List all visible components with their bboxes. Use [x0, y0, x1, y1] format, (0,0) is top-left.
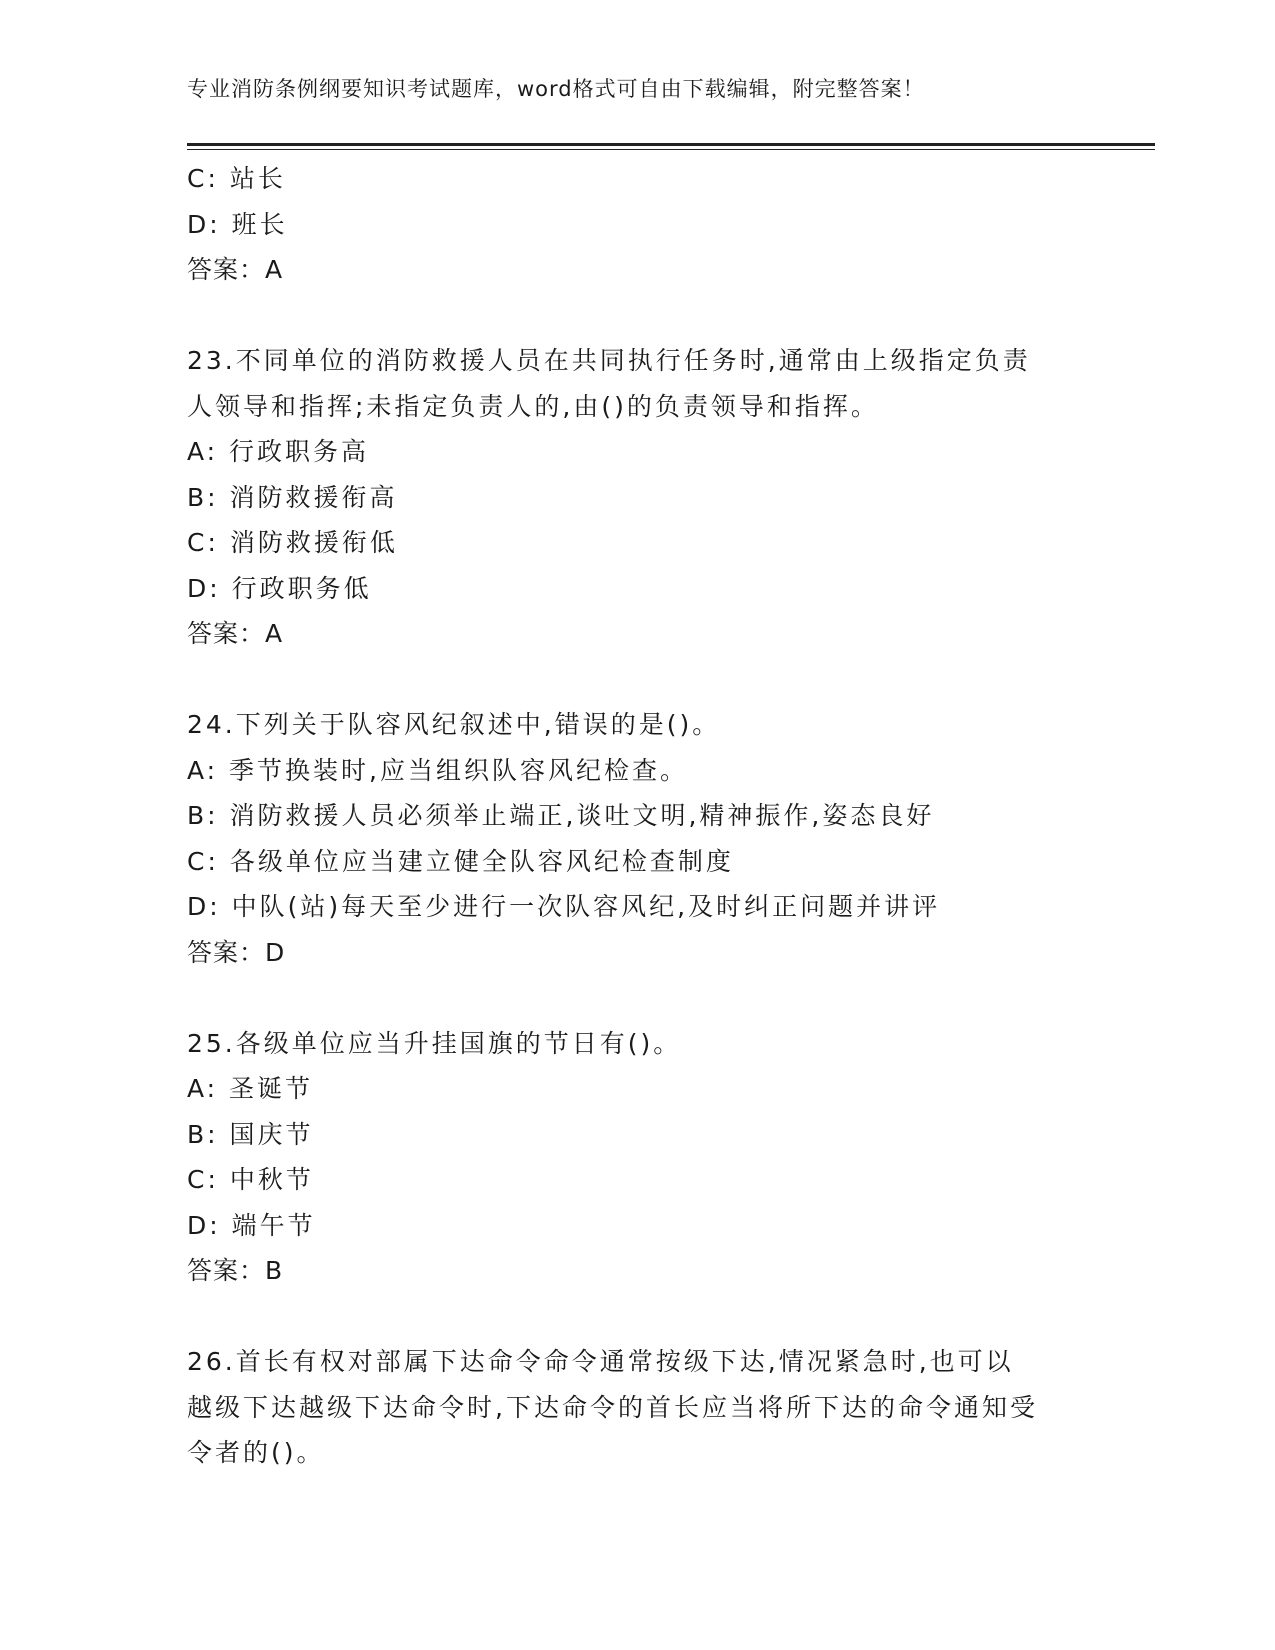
- option-a: A: 圣诞节: [187, 1074, 314, 1103]
- option-d: D: 端午节: [187, 1210, 316, 1240]
- answer: 答案：D: [187, 937, 286, 967]
- question-text: 令者的()。: [187, 1438, 325, 1467]
- header-rule-thick: [187, 143, 1155, 146]
- option-c: C: 中秋节: [187, 1165, 314, 1194]
- question-text: 人领导和指挥;未指定负责人的,由()的负责领导和指挥。: [187, 391, 879, 421]
- option-c: C: 站长: [187, 164, 286, 193]
- option-c: C: 消防救援衔低: [187, 528, 398, 557]
- option-d: D: 班长: [187, 209, 288, 239]
- question-text: 25.各级单位应当升挂国旗的节日有()。: [187, 1028, 682, 1058]
- answer: 答案：B: [187, 1256, 284, 1285]
- option-d: D: 中队(站)每天至少进行一次队容风纪,及时纠正问题并讲评: [187, 892, 941, 921]
- page-header: 专业消防条例纲要知识考试题库，word格式可自由下载编辑，附完整答案！: [187, 77, 925, 101]
- option-a: A: 季节换装时,应当组织队容风纪检查。: [187, 755, 688, 785]
- option-b: B: 国庆节: [187, 1119, 314, 1149]
- answer: 答案：A: [187, 255, 284, 284]
- option-b: B: 消防救援人员必须举止端正,谈吐文明,精神振作,姿态良好: [187, 801, 935, 830]
- answer: 答案：A: [187, 619, 284, 648]
- option-c: C: 各级单位应当建立健全队容风纪检查制度: [187, 846, 734, 876]
- question-text: 24.下列关于队容风纪叙述中,错误的是()。: [187, 710, 721, 739]
- question-text: 23.不同单位的消防救援人员在共同执行任务时,通常由上级指定负责: [187, 346, 1031, 375]
- question-text: 26.首长有权对部属下达命令命令通常按级下达,情况紧急时,也可以: [187, 1347, 1014, 1376]
- option-a: A: 行政职务高: [187, 437, 370, 466]
- option-b: B: 消防救援衔高: [187, 482, 398, 512]
- question-text: 越级下达越级下达命令时,下达命令的首长应当将所下达的命令通知受: [187, 1392, 1038, 1422]
- header-rule-thin: [187, 149, 1155, 150]
- option-d: D: 行政职务低: [187, 573, 372, 603]
- question-content: [187, 156, 1087, 1476]
